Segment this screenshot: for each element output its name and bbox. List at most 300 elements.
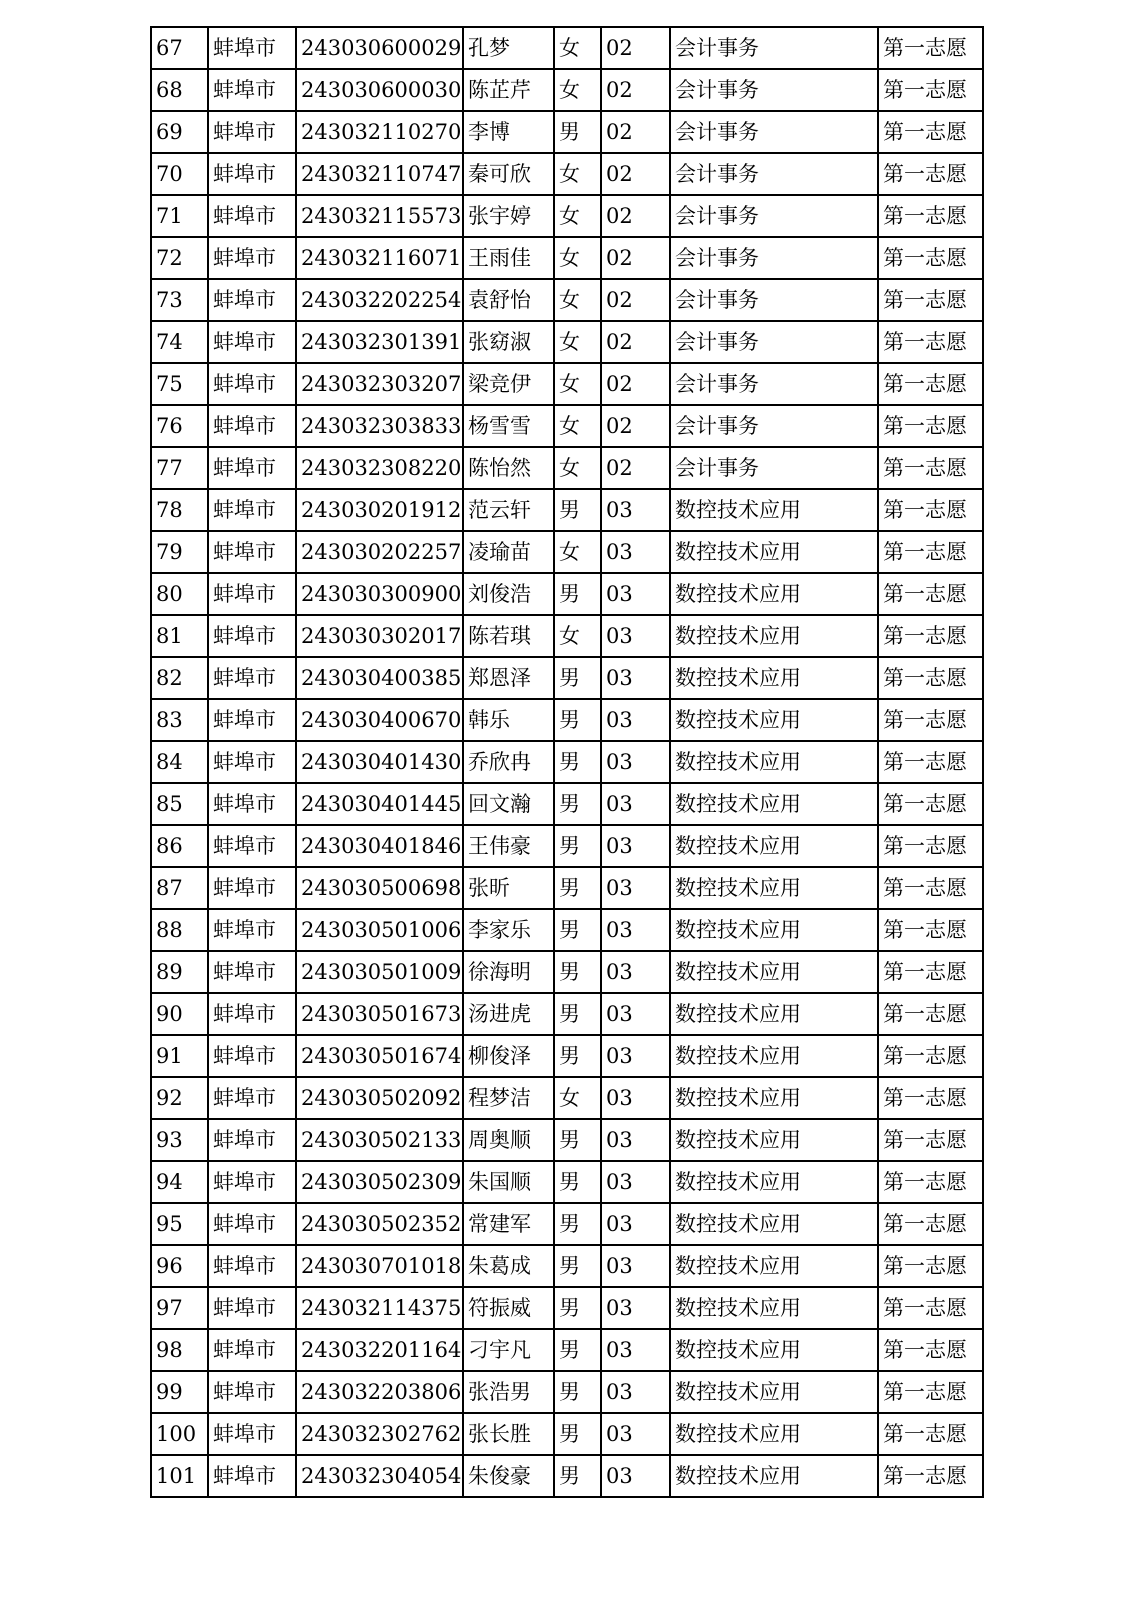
major-code-cell: 02	[601, 405, 670, 447]
student-name-cell: 张长胜	[463, 1413, 554, 1455]
city-cell: 蚌埠市	[208, 573, 296, 615]
major-name-cell: 会计事务	[670, 405, 878, 447]
city-cell: 蚌埠市	[208, 657, 296, 699]
city-cell: 蚌埠市	[208, 699, 296, 741]
student-name-cell: 陈芷芹	[463, 69, 554, 111]
table-row	[151, 195, 983, 237]
preference-cell: 第一志愿	[878, 1329, 983, 1371]
major-code-cell: 02	[601, 111, 670, 153]
table-row	[151, 447, 983, 489]
exam-id-cell: 243032203806	[296, 1371, 463, 1413]
roster-body	[151, 27, 983, 1497]
row-number-cell: 94	[151, 1161, 208, 1203]
major-code-cell: 03	[601, 699, 670, 741]
gender-cell: 女	[554, 27, 601, 69]
gender-cell: 女	[554, 279, 601, 321]
gender-cell: 女	[554, 237, 601, 279]
table-row	[151, 27, 983, 69]
city-cell: 蚌埠市	[208, 1119, 296, 1161]
city-cell: 蚌埠市	[208, 741, 296, 783]
table-row	[151, 993, 983, 1035]
table-row	[151, 783, 983, 825]
row-number-cell: 81	[151, 615, 208, 657]
table-row	[151, 489, 983, 531]
row-number-cell: 79	[151, 531, 208, 573]
table-row	[151, 867, 983, 909]
major-name-cell: 数控技术应用	[670, 1161, 878, 1203]
preference-cell: 第一志愿	[878, 489, 983, 531]
exam-id-cell: 243032115573	[296, 195, 463, 237]
city-cell: 蚌埠市	[208, 1455, 296, 1497]
major-code-cell: 03	[601, 615, 670, 657]
exam-id-cell: 243030501006	[296, 909, 463, 951]
city-cell: 蚌埠市	[208, 1371, 296, 1413]
gender-cell: 女	[554, 615, 601, 657]
city-cell: 蚌埠市	[208, 993, 296, 1035]
gender-cell: 女	[554, 195, 601, 237]
exam-id-cell: 243030302017	[296, 615, 463, 657]
table-row	[151, 951, 983, 993]
student-name-cell: 周奥顺	[463, 1119, 554, 1161]
major-code-cell: 02	[601, 447, 670, 489]
preference-cell: 第一志愿	[878, 657, 983, 699]
gender-cell: 男	[554, 867, 601, 909]
major-code-cell: 02	[601, 237, 670, 279]
student-name-cell: 张浩男	[463, 1371, 554, 1413]
major-name-cell: 数控技术应用	[670, 1455, 878, 1497]
preference-cell: 第一志愿	[878, 153, 983, 195]
preference-cell: 第一志愿	[878, 111, 983, 153]
row-number-cell: 97	[151, 1287, 208, 1329]
preference-cell: 第一志愿	[878, 615, 983, 657]
row-number-cell: 76	[151, 405, 208, 447]
row-number-cell: 93	[151, 1119, 208, 1161]
preference-cell: 第一志愿	[878, 363, 983, 405]
exam-id-cell: 243032110270	[296, 111, 463, 153]
exam-id-cell: 243032201164	[296, 1329, 463, 1371]
city-cell: 蚌埠市	[208, 1077, 296, 1119]
major-name-cell: 数控技术应用	[670, 1413, 878, 1455]
gender-cell: 男	[554, 1455, 601, 1497]
major-name-cell: 会计事务	[670, 195, 878, 237]
exam-id-cell: 243032301391	[296, 321, 463, 363]
table-row	[151, 237, 983, 279]
major-code-cell: 03	[601, 489, 670, 531]
row-number-cell: 68	[151, 69, 208, 111]
city-cell: 蚌埠市	[208, 111, 296, 153]
preference-cell: 第一志愿	[878, 1287, 983, 1329]
major-name-cell: 会计事务	[670, 237, 878, 279]
preference-cell: 第一志愿	[878, 1119, 983, 1161]
preference-cell: 第一志愿	[878, 237, 983, 279]
table-row	[151, 1161, 983, 1203]
student-name-cell: 凌瑜苗	[463, 531, 554, 573]
exam-id-cell: 243032202254	[296, 279, 463, 321]
exam-id-cell: 243030300900	[296, 573, 463, 615]
student-name-cell: 王雨佳	[463, 237, 554, 279]
major-name-cell: 数控技术应用	[670, 573, 878, 615]
major-name-cell: 数控技术应用	[670, 1119, 878, 1161]
row-number-cell: 85	[151, 783, 208, 825]
preference-cell: 第一志愿	[878, 1161, 983, 1203]
exam-id-cell: 243030501009	[296, 951, 463, 993]
major-name-cell: 数控技术应用	[670, 993, 878, 1035]
table-row	[151, 909, 983, 951]
table-row	[151, 279, 983, 321]
gender-cell: 男	[554, 1371, 601, 1413]
exam-id-cell: 243032304054	[296, 1455, 463, 1497]
city-cell: 蚌埠市	[208, 321, 296, 363]
city-cell: 蚌埠市	[208, 1329, 296, 1371]
exam-id-cell: 243030201912	[296, 489, 463, 531]
row-number-cell: 90	[151, 993, 208, 1035]
row-number-cell: 67	[151, 27, 208, 69]
row-number-cell: 70	[151, 153, 208, 195]
table-row	[151, 573, 983, 615]
row-number-cell: 88	[151, 909, 208, 951]
preference-cell: 第一志愿	[878, 195, 983, 237]
city-cell: 蚌埠市	[208, 153, 296, 195]
row-number-cell: 101	[151, 1455, 208, 1497]
major-name-cell: 数控技术应用	[670, 1329, 878, 1371]
major-name-cell: 会计事务	[670, 153, 878, 195]
preference-cell: 第一志愿	[878, 951, 983, 993]
major-code-cell: 03	[601, 1203, 670, 1245]
row-number-cell: 72	[151, 237, 208, 279]
gender-cell: 女	[554, 321, 601, 363]
table-row	[151, 1371, 983, 1413]
gender-cell: 女	[554, 69, 601, 111]
exam-id-cell: 243030502133	[296, 1119, 463, 1161]
exam-id-cell: 243032110747	[296, 153, 463, 195]
table-row	[151, 1287, 983, 1329]
student-name-cell: 秦可欣	[463, 153, 554, 195]
student-name-cell: 陈若琪	[463, 615, 554, 657]
gender-cell: 男	[554, 741, 601, 783]
gender-cell: 女	[554, 153, 601, 195]
preference-cell: 第一志愿	[878, 699, 983, 741]
major-name-cell: 会计事务	[670, 321, 878, 363]
preference-cell: 第一志愿	[878, 27, 983, 69]
gender-cell: 女	[554, 531, 601, 573]
table-row	[151, 615, 983, 657]
exam-id-cell: 243032302762	[296, 1413, 463, 1455]
preference-cell: 第一志愿	[878, 1245, 983, 1287]
major-code-cell: 03	[601, 1119, 670, 1161]
major-code-cell: 03	[601, 1035, 670, 1077]
major-code-cell: 03	[601, 1455, 670, 1497]
major-name-cell: 数控技术应用	[670, 1035, 878, 1077]
major-name-cell: 数控技术应用	[670, 1371, 878, 1413]
major-code-cell: 02	[601, 27, 670, 69]
row-number-cell: 78	[151, 489, 208, 531]
row-number-cell: 87	[151, 867, 208, 909]
city-cell: 蚌埠市	[208, 27, 296, 69]
preference-cell: 第一志愿	[878, 1413, 983, 1455]
gender-cell: 男	[554, 951, 601, 993]
student-name-cell: 张昕	[463, 867, 554, 909]
row-number-cell: 74	[151, 321, 208, 363]
exam-id-cell: 243032308220	[296, 447, 463, 489]
major-name-cell: 数控技术应用	[670, 741, 878, 783]
student-name-cell: 韩乐	[463, 699, 554, 741]
major-name-cell: 会计事务	[670, 447, 878, 489]
row-number-cell: 99	[151, 1371, 208, 1413]
student-name-cell: 朱葛成	[463, 1245, 554, 1287]
major-name-cell: 会计事务	[670, 27, 878, 69]
row-number-cell: 89	[151, 951, 208, 993]
exam-id-cell: 243030202257	[296, 531, 463, 573]
city-cell: 蚌埠市	[208, 237, 296, 279]
table-row	[151, 1203, 983, 1245]
row-number-cell: 82	[151, 657, 208, 699]
major-code-cell: 03	[601, 1287, 670, 1329]
city-cell: 蚌埠市	[208, 363, 296, 405]
exam-id-cell: 243030502092	[296, 1077, 463, 1119]
major-code-cell: 03	[601, 993, 670, 1035]
city-cell: 蚌埠市	[208, 195, 296, 237]
student-name-cell: 程梦洁	[463, 1077, 554, 1119]
preference-cell: 第一志愿	[878, 783, 983, 825]
gender-cell: 男	[554, 909, 601, 951]
table-row	[151, 1119, 983, 1161]
gender-cell: 男	[554, 783, 601, 825]
gender-cell: 男	[554, 1203, 601, 1245]
row-number-cell: 75	[151, 363, 208, 405]
preference-cell: 第一志愿	[878, 321, 983, 363]
major-name-cell: 数控技术应用	[670, 951, 878, 993]
exam-id-cell: 243030501674	[296, 1035, 463, 1077]
table-row	[151, 1035, 983, 1077]
city-cell: 蚌埠市	[208, 1413, 296, 1455]
major-name-cell: 数控技术应用	[670, 1245, 878, 1287]
student-name-cell: 袁舒怡	[463, 279, 554, 321]
city-cell: 蚌埠市	[208, 489, 296, 531]
preference-cell: 第一志愿	[878, 909, 983, 951]
city-cell: 蚌埠市	[208, 405, 296, 447]
major-name-cell: 会计事务	[670, 69, 878, 111]
city-cell: 蚌埠市	[208, 1203, 296, 1245]
gender-cell: 男	[554, 1035, 601, 1077]
table-row	[151, 363, 983, 405]
gender-cell: 女	[554, 447, 601, 489]
city-cell: 蚌埠市	[208, 1161, 296, 1203]
student-name-cell: 王伟豪	[463, 825, 554, 867]
major-name-cell: 数控技术应用	[670, 867, 878, 909]
exam-id-cell: 243030600029	[296, 27, 463, 69]
exam-id-cell: 243030401445	[296, 783, 463, 825]
gender-cell: 女	[554, 1077, 601, 1119]
preference-cell: 第一志愿	[878, 1203, 983, 1245]
preference-cell: 第一志愿	[878, 1077, 983, 1119]
major-code-cell: 03	[601, 1329, 670, 1371]
gender-cell: 男	[554, 993, 601, 1035]
student-name-cell: 常建军	[463, 1203, 554, 1245]
row-number-cell: 95	[151, 1203, 208, 1245]
major-code-cell: 02	[601, 321, 670, 363]
gender-cell: 男	[554, 1287, 601, 1329]
student-name-cell: 孔梦	[463, 27, 554, 69]
gender-cell: 男	[554, 1161, 601, 1203]
student-name-cell: 陈怡然	[463, 447, 554, 489]
exam-id-cell: 243032303207	[296, 363, 463, 405]
city-cell: 蚌埠市	[208, 447, 296, 489]
major-name-cell: 数控技术应用	[670, 1287, 878, 1329]
row-number-cell: 77	[151, 447, 208, 489]
major-code-cell: 03	[601, 951, 670, 993]
row-number-cell: 80	[151, 573, 208, 615]
row-number-cell: 100	[151, 1413, 208, 1455]
gender-cell: 女	[554, 363, 601, 405]
major-name-cell: 数控技术应用	[670, 825, 878, 867]
table-row	[151, 741, 983, 783]
major-code-cell: 03	[601, 657, 670, 699]
exam-id-cell: 243030701018	[296, 1245, 463, 1287]
city-cell: 蚌埠市	[208, 531, 296, 573]
major-code-cell: 03	[601, 1413, 670, 1455]
exam-id-cell: 243030400385	[296, 657, 463, 699]
row-number-cell: 84	[151, 741, 208, 783]
row-number-cell: 71	[151, 195, 208, 237]
gender-cell: 男	[554, 573, 601, 615]
exam-id-cell: 243030401846	[296, 825, 463, 867]
major-code-cell: 03	[601, 573, 670, 615]
major-name-cell: 会计事务	[670, 363, 878, 405]
student-name-cell: 徐海明	[463, 951, 554, 993]
preference-cell: 第一志愿	[878, 573, 983, 615]
major-code-cell: 02	[601, 69, 670, 111]
table-row	[151, 321, 983, 363]
student-name-cell: 朱俊豪	[463, 1455, 554, 1497]
preference-cell: 第一志愿	[878, 69, 983, 111]
preference-cell: 第一志愿	[878, 531, 983, 573]
exam-id-cell: 243030501673	[296, 993, 463, 1035]
preference-cell: 第一志愿	[878, 405, 983, 447]
major-code-cell: 03	[601, 867, 670, 909]
gender-cell: 男	[554, 111, 601, 153]
student-name-cell: 乔欣冉	[463, 741, 554, 783]
student-name-cell: 郑恩泽	[463, 657, 554, 699]
preference-cell: 第一志愿	[878, 741, 983, 783]
preference-cell: 第一志愿	[878, 279, 983, 321]
table-row	[151, 153, 983, 195]
student-name-cell: 范云轩	[463, 489, 554, 531]
student-name-cell: 回文瀚	[463, 783, 554, 825]
major-name-cell: 数控技术应用	[670, 1077, 878, 1119]
student-name-cell: 刁宇凡	[463, 1329, 554, 1371]
major-code-cell: 03	[601, 741, 670, 783]
major-name-cell: 会计事务	[670, 111, 878, 153]
table-row	[151, 699, 983, 741]
gender-cell: 男	[554, 1329, 601, 1371]
major-name-cell: 数控技术应用	[670, 1203, 878, 1245]
admission-roster-table	[150, 26, 984, 1498]
gender-cell: 男	[554, 657, 601, 699]
gender-cell: 女	[554, 405, 601, 447]
major-code-cell: 02	[601, 153, 670, 195]
city-cell: 蚌埠市	[208, 867, 296, 909]
major-code-cell: 03	[601, 783, 670, 825]
major-code-cell: 02	[601, 279, 670, 321]
row-number-cell: 86	[151, 825, 208, 867]
gender-cell: 男	[554, 1119, 601, 1161]
row-number-cell: 91	[151, 1035, 208, 1077]
major-code-cell: 03	[601, 531, 670, 573]
exam-id-cell: 243032114375	[296, 1287, 463, 1329]
student-name-cell: 李博	[463, 111, 554, 153]
student-name-cell: 梁竞伊	[463, 363, 554, 405]
city-cell: 蚌埠市	[208, 279, 296, 321]
table-row	[151, 657, 983, 699]
student-name-cell: 李家乐	[463, 909, 554, 951]
preference-cell: 第一志愿	[878, 825, 983, 867]
table-row	[151, 531, 983, 573]
major-name-cell: 数控技术应用	[670, 489, 878, 531]
student-name-cell: 张窈淑	[463, 321, 554, 363]
city-cell: 蚌埠市	[208, 1035, 296, 1077]
city-cell: 蚌埠市	[208, 1287, 296, 1329]
table-row	[151, 69, 983, 111]
preference-cell: 第一志愿	[878, 867, 983, 909]
table-row	[151, 1077, 983, 1119]
major-code-cell: 03	[601, 825, 670, 867]
table-row	[151, 825, 983, 867]
city-cell: 蚌埠市	[208, 825, 296, 867]
table-row	[151, 111, 983, 153]
major-code-cell: 03	[601, 1245, 670, 1287]
major-code-cell: 02	[601, 195, 670, 237]
student-name-cell: 张宇婷	[463, 195, 554, 237]
exam-id-cell: 243030500698	[296, 867, 463, 909]
student-name-cell: 符振威	[463, 1287, 554, 1329]
gender-cell: 男	[554, 825, 601, 867]
table-row	[151, 1413, 983, 1455]
exam-id-cell: 243032303833	[296, 405, 463, 447]
table-row	[151, 405, 983, 447]
major-code-cell: 02	[601, 363, 670, 405]
major-name-cell: 数控技术应用	[670, 531, 878, 573]
major-name-cell: 数控技术应用	[670, 615, 878, 657]
preference-cell: 第一志愿	[878, 1035, 983, 1077]
gender-cell: 男	[554, 699, 601, 741]
row-number-cell: 98	[151, 1329, 208, 1371]
major-name-cell: 会计事务	[670, 279, 878, 321]
preference-cell: 第一志愿	[878, 993, 983, 1035]
city-cell: 蚌埠市	[208, 783, 296, 825]
row-number-cell: 96	[151, 1245, 208, 1287]
gender-cell: 男	[554, 1413, 601, 1455]
city-cell: 蚌埠市	[208, 69, 296, 111]
student-name-cell: 刘俊浩	[463, 573, 554, 615]
major-name-cell: 数控技术应用	[670, 909, 878, 951]
preference-cell: 第一志愿	[878, 447, 983, 489]
major-name-cell: 数控技术应用	[670, 657, 878, 699]
gender-cell: 男	[554, 1245, 601, 1287]
major-code-cell: 03	[601, 1371, 670, 1413]
row-number-cell: 92	[151, 1077, 208, 1119]
major-name-cell: 数控技术应用	[670, 699, 878, 741]
major-code-cell: 03	[601, 1077, 670, 1119]
student-name-cell: 杨雪雪	[463, 405, 554, 447]
major-code-cell: 03	[601, 909, 670, 951]
exam-id-cell: 243030502352	[296, 1203, 463, 1245]
exam-id-cell: 243030401430	[296, 741, 463, 783]
exam-id-cell: 243030600030	[296, 69, 463, 111]
major-code-cell: 03	[601, 1161, 670, 1203]
city-cell: 蚌埠市	[208, 615, 296, 657]
exam-id-cell: 243030400670	[296, 699, 463, 741]
preference-cell: 第一志愿	[878, 1455, 983, 1497]
